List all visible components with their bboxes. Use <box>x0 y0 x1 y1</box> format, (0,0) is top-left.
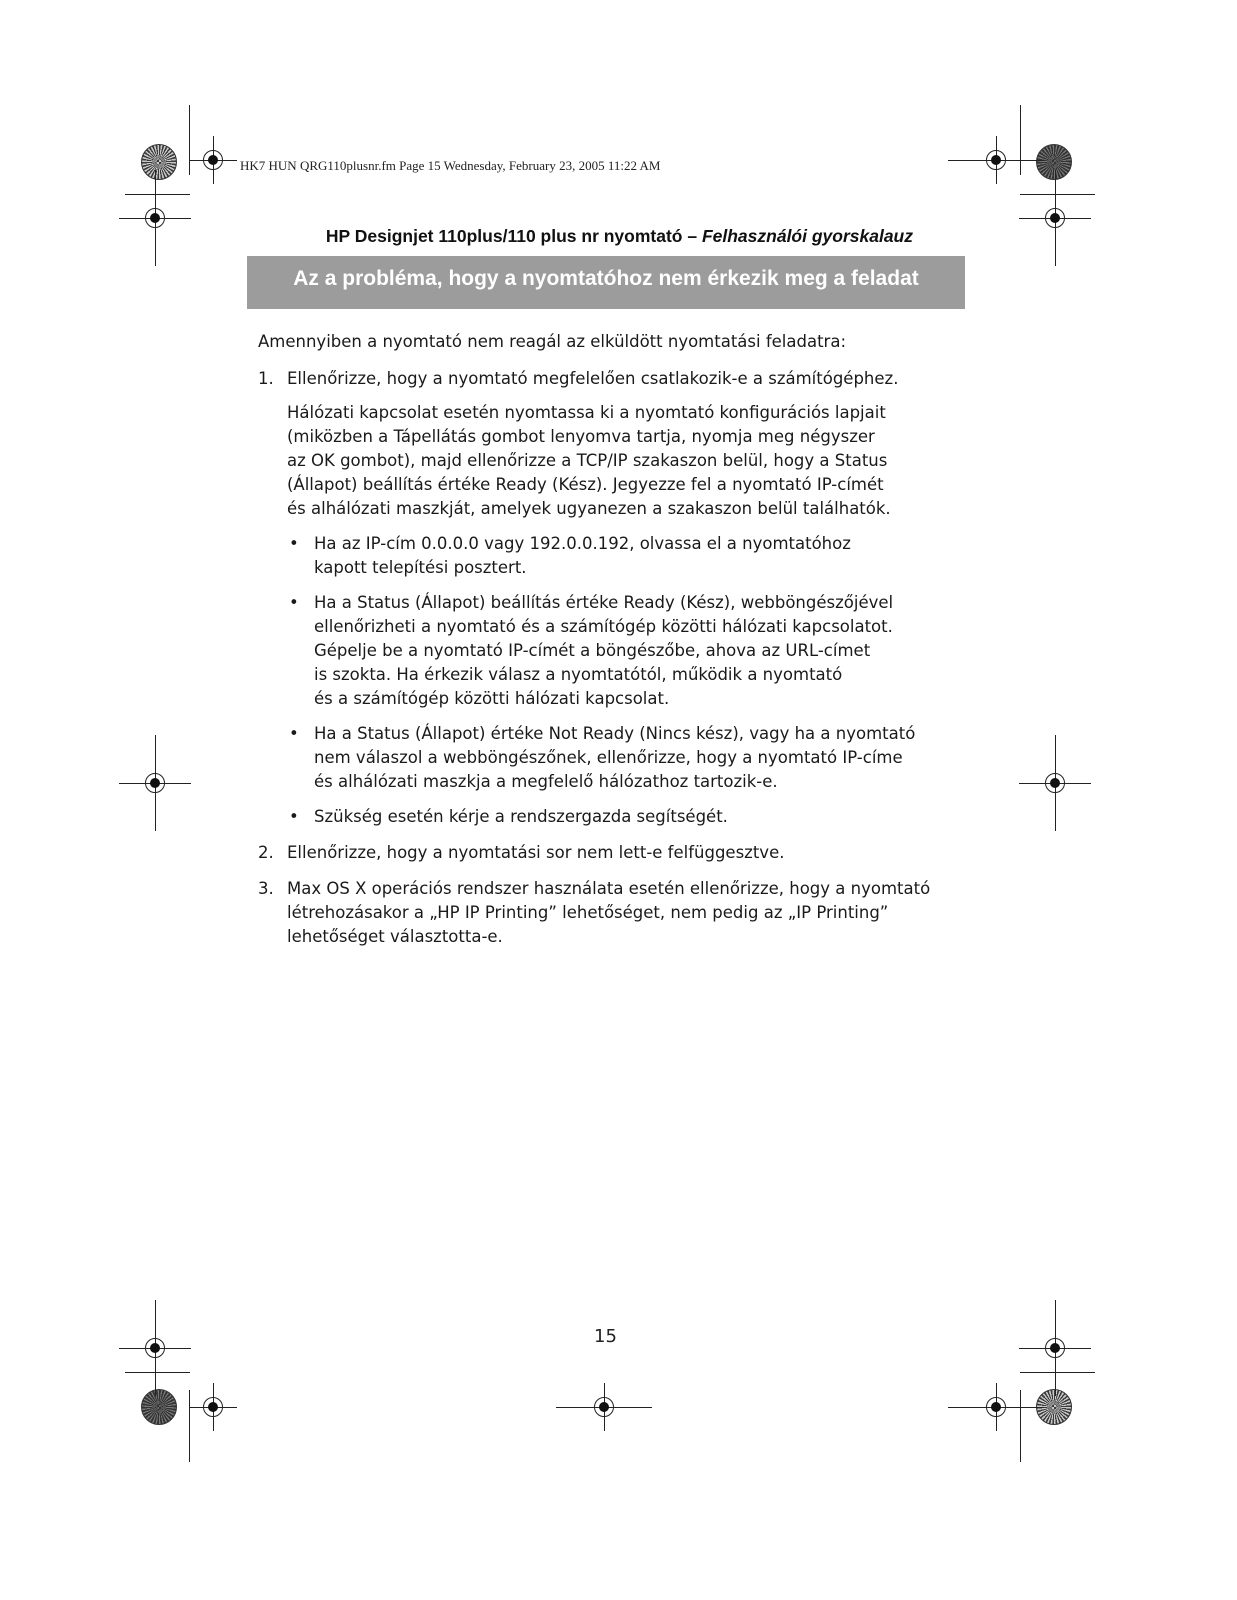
bullet-icon: • <box>289 807 299 826</box>
step-number: 1. <box>258 369 274 388</box>
section-title: Az a probléma, hogy a nyomtatóhoz nem érkezik meg a feladat <box>293 267 919 290</box>
registration-wheel-icon <box>141 1389 177 1425</box>
registration-wheel-icon <box>1036 144 1072 180</box>
bullet-icon: • <box>289 724 299 743</box>
bullet-text: Ha a Status (Állapot) beállítás értéke Ready (Kész), webböngészőjével ellenőrizheti a nyomtató és a számítógép közötti hálózati kapcsolatot. Gépelje be a nyomtató IP-címét a böngészőbe, ahova az URL-címet is szokta. Ha érkezik válasz a nyomtatótól, működik a nyomtató és a számítógép közötti hálózati kapcsolat. <box>314 593 894 708</box>
bullet-icon: • <box>289 593 299 612</box>
bullet-icon: • <box>289 534 299 553</box>
slug-line: HK7 HUN QRG110plusnr.fm Page 15 Wednesday, February 23, 2005 11:22 AM <box>240 158 661 173</box>
bullet-text: Szükség esetén kérje a rendszergazda segítségét. <box>314 807 728 826</box>
bullet-item <box>314 532 974 580</box>
bullet-text: Ha a Status (Állapot) értéke Not Ready (Nincs kész), vagy ha a nyomtató nem válaszol a webböngészőnek, ellenőrizze, hogy a nyomtató IP-címe és alhálózati maszkja a megfelelő hálózathoz tartozik-e. <box>314 724 916 791</box>
registration-wheel-icon <box>141 144 177 180</box>
running-head-subtitle: Felhasználói gyorskalauz <box>701 226 913 246</box>
step-text-line: Ellenőrizze, hogy a nyomtatási sor nem lett-e felfüggesztve. <box>287 843 785 862</box>
bullet-text: Ha az IP-cím 0.0.0.0 vagy 192.0.0.192, olvassa el a nyomtatóhoz kapott telepítési posztert. <box>314 534 851 577</box>
step-text-line: Max OS X operációs rendszer használata esetén ellenőrizze, hogy a nyomtató létrehozásakor a „HP IP Printing” lehetőséget, nem pedig az „IP Printing” lehetőséget választotta-e. <box>287 879 931 946</box>
step-text <box>287 841 967 865</box>
step-text <box>287 877 967 949</box>
running-head <box>249 226 913 247</box>
step-detail <box>287 401 967 521</box>
step-text-line: Ellenőrizze, hogy a nyomtató megfelelően csatlakozik-e a számítógéphez. <box>287 369 899 388</box>
bullet-item <box>314 591 974 711</box>
running-head-title: HP Designjet 110plus/110 plus nr nyomtató – <box>325 226 702 246</box>
bullet-item <box>314 722 974 794</box>
intro-paragraph: Amennyiben a nyomtató nem reagál az elküldött nyomtatási feladatra: <box>258 332 846 351</box>
step-number: 2. <box>258 843 274 862</box>
step-number: 3. <box>258 879 274 898</box>
step-text <box>287 367 967 391</box>
step-detail-paragraph: Hálózati kapcsolat esetén nyomtassa ki a nyomtató konfigurációs lapjait (miközben a Tápellátás gombot lenyomva tartja, nyomja meg négyszer az OK gombot), majd ellenőrizze a TCP/IP szakaszon belül, hogy a Status (Állapot) beállítás értéke Ready (Kész). Jegyezze fel a nyomtató IP-címét és alhálózati maszkját, amelyek ugyanezen a szakaszon belül találhatók. <box>287 403 891 518</box>
section-banner <box>247 256 965 309</box>
page-number: 15 <box>594 1326 617 1347</box>
bullet-item <box>314 805 974 829</box>
